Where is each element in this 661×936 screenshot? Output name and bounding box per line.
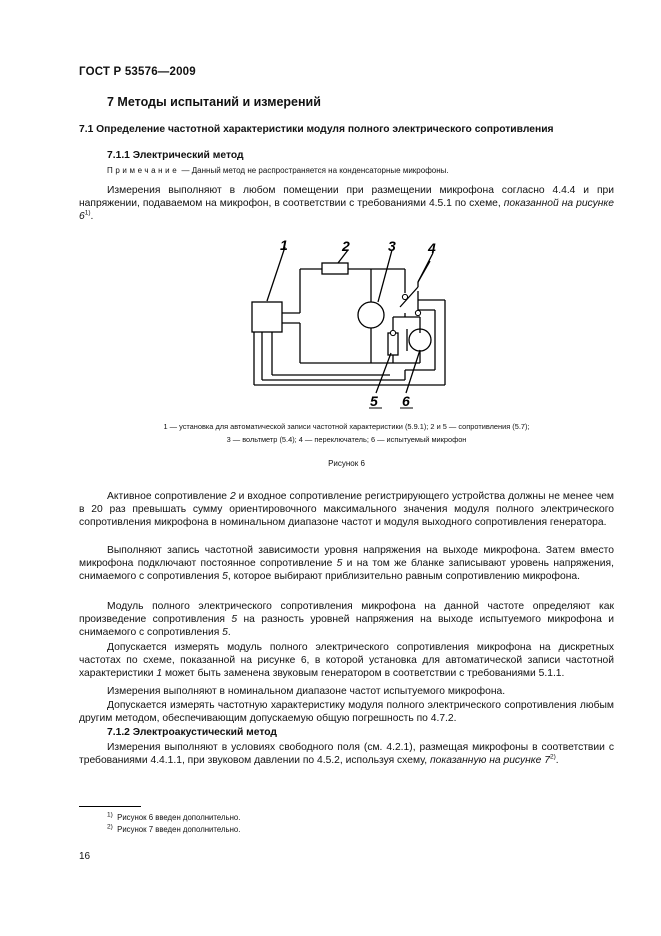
footnote-mark: 2)	[107, 823, 113, 831]
figure-6-caption	[79, 420, 614, 446]
text-run: и на том же бланке записывают уровень напряжения, снимаемого с сопротивления	[79, 558, 614, 583]
text-run-italic: 5	[222, 627, 228, 639]
para1-text: Измерения выполняют в любом помещении при размещении микрофона согласно 4.4.4 и при напряжении, подаваемом на микрофон, в соответствии с требованиями 4.5.1 по схеме,	[79, 185, 614, 210]
footnote-mark: 1)	[107, 811, 113, 819]
subsection-7-1-title: 7.1 Определение частотной характеристики модуля полного электрического сопротивления	[79, 124, 554, 135]
text-run-italic: 5	[222, 571, 228, 583]
figure-6-circuit-diagram	[240, 235, 460, 410]
paragraph-6: Измерения выполняют в номинальном диапазоне частот испытуемого микрофона.	[107, 686, 506, 697]
figure-label-2: 2	[342, 238, 350, 254]
note	[107, 166, 449, 175]
footnote-1	[107, 812, 240, 823]
section-title: 7 Методы испытаний и измерений	[107, 95, 321, 109]
text-run-italic: 1	[156, 668, 163, 680]
figure-label-1: 1	[280, 237, 288, 253]
paragraph-3	[79, 544, 614, 584]
text-run: и входное сопротивление регистрирующего устройства должны не менее чем в 20 раз превышать сумму ориентировочного максимального значения модуля полного электрического сопротивления микрофона в номинальном диапазоне частот и модуля выходного сопротивления генератора.	[79, 491, 614, 529]
para8-text: Измерения выполняют в условиях свободного поля (см. 4.2.1), размещая микрофоны в соответствии с требованиями 4.4.1.1, при звуковом давлении по 4.5.2, используя схему,	[79, 742, 614, 767]
text-run: , которое выбирают приблизительно равным сопротивлению микрофона.	[227, 571, 580, 583]
footnote-ref: 1)	[84, 209, 91, 217]
voltmeter-3	[358, 302, 384, 328]
footnote-2	[107, 824, 240, 835]
paragraph-4	[79, 600, 614, 640]
para8-end: .	[555, 755, 559, 767]
document-header: ГОСТ Р 53576—2009	[79, 66, 196, 78]
footnote-text: Рисунок 7 введен дополнительно.	[117, 825, 241, 834]
note-label: Примечание	[107, 166, 180, 175]
figure-label-5: 5	[370, 393, 378, 409]
note-text: — Данный метод не распространяется на конденсаторные микрофоны.	[179, 166, 449, 175]
text-run: Допускается измерять модуль полного электрического сопротивления микрофона на дискретных частотах по схеме, показанной на рисунке 6, в которой установка для автоматической записи частотной характеристики	[79, 642, 614, 680]
text-run: Выполняют запись частотной зависимости уровня напряжения на выходе микрофона. Затем вместо микрофона подключают постоянное сопротивление	[79, 545, 614, 570]
text-run: Активное сопротивление	[107, 491, 230, 502]
figure-label-4: 4	[428, 240, 436, 256]
text-run-italic: 5	[336, 558, 343, 570]
caption-line-2: 3 — вольтметр (5.4); 4 — переключатель; 6 — испытуемый микрофон	[226, 435, 467, 444]
paragraph-1	[79, 184, 614, 224]
text-run-italic: 2	[229, 491, 236, 502]
subsection-7-1-2-title: 7.1.2 Электроакустический метод	[107, 727, 277, 738]
text-run-italic: 5	[231, 614, 238, 626]
figure-6-title: Рисунок 6	[328, 459, 365, 468]
caption-line-1: 1 — установка для автоматической записи частотной характеристики (5.9.1); 2 и 5 — сопротивления (5.7);	[163, 422, 530, 431]
para1-end: .	[90, 211, 94, 223]
figure-label-3: 3	[388, 238, 396, 254]
footnote-ref: 2)	[549, 753, 556, 761]
footnote-text: Рисунок 6 введен дополнительно.	[117, 813, 241, 822]
subsection-7-1-1-title: 7.1.1 Электрический метод	[107, 150, 244, 161]
text-run: на разность уровней напряжения на выходе испытуемого микрофона и снимаемого с сопротивления	[79, 614, 614, 639]
text-run: Модуль полного электрического сопротивления микрофона на данной частоте определяют как произведение сопротивления	[79, 601, 614, 626]
resistor-2	[322, 263, 348, 274]
footnote-separator	[79, 806, 141, 807]
paragraph-2	[79, 490, 614, 530]
recorder-block	[252, 302, 282, 332]
page-number: 16	[79, 851, 91, 862]
paragraph-8	[79, 741, 614, 767]
text-run: .	[227, 627, 231, 639]
resistor-5	[388, 333, 398, 355]
text-run: может быть заменена звуковым генератором в соответствии с требованиями 5.1.1.	[162, 668, 565, 680]
paragraph-7: Допускается измерять частотную характеристику модуля полного электрического сопротивления любым другим методом, обеспечивающим допускаемую общую погрешность по 4.7.2.	[79, 700, 614, 725]
figure-reference: показанной на рисунке 6	[79, 198, 614, 223]
paragraph-5	[79, 641, 614, 681]
figure-reference: показанную на рисунке 7	[429, 755, 550, 767]
figure-label-6: 6	[402, 393, 410, 409]
